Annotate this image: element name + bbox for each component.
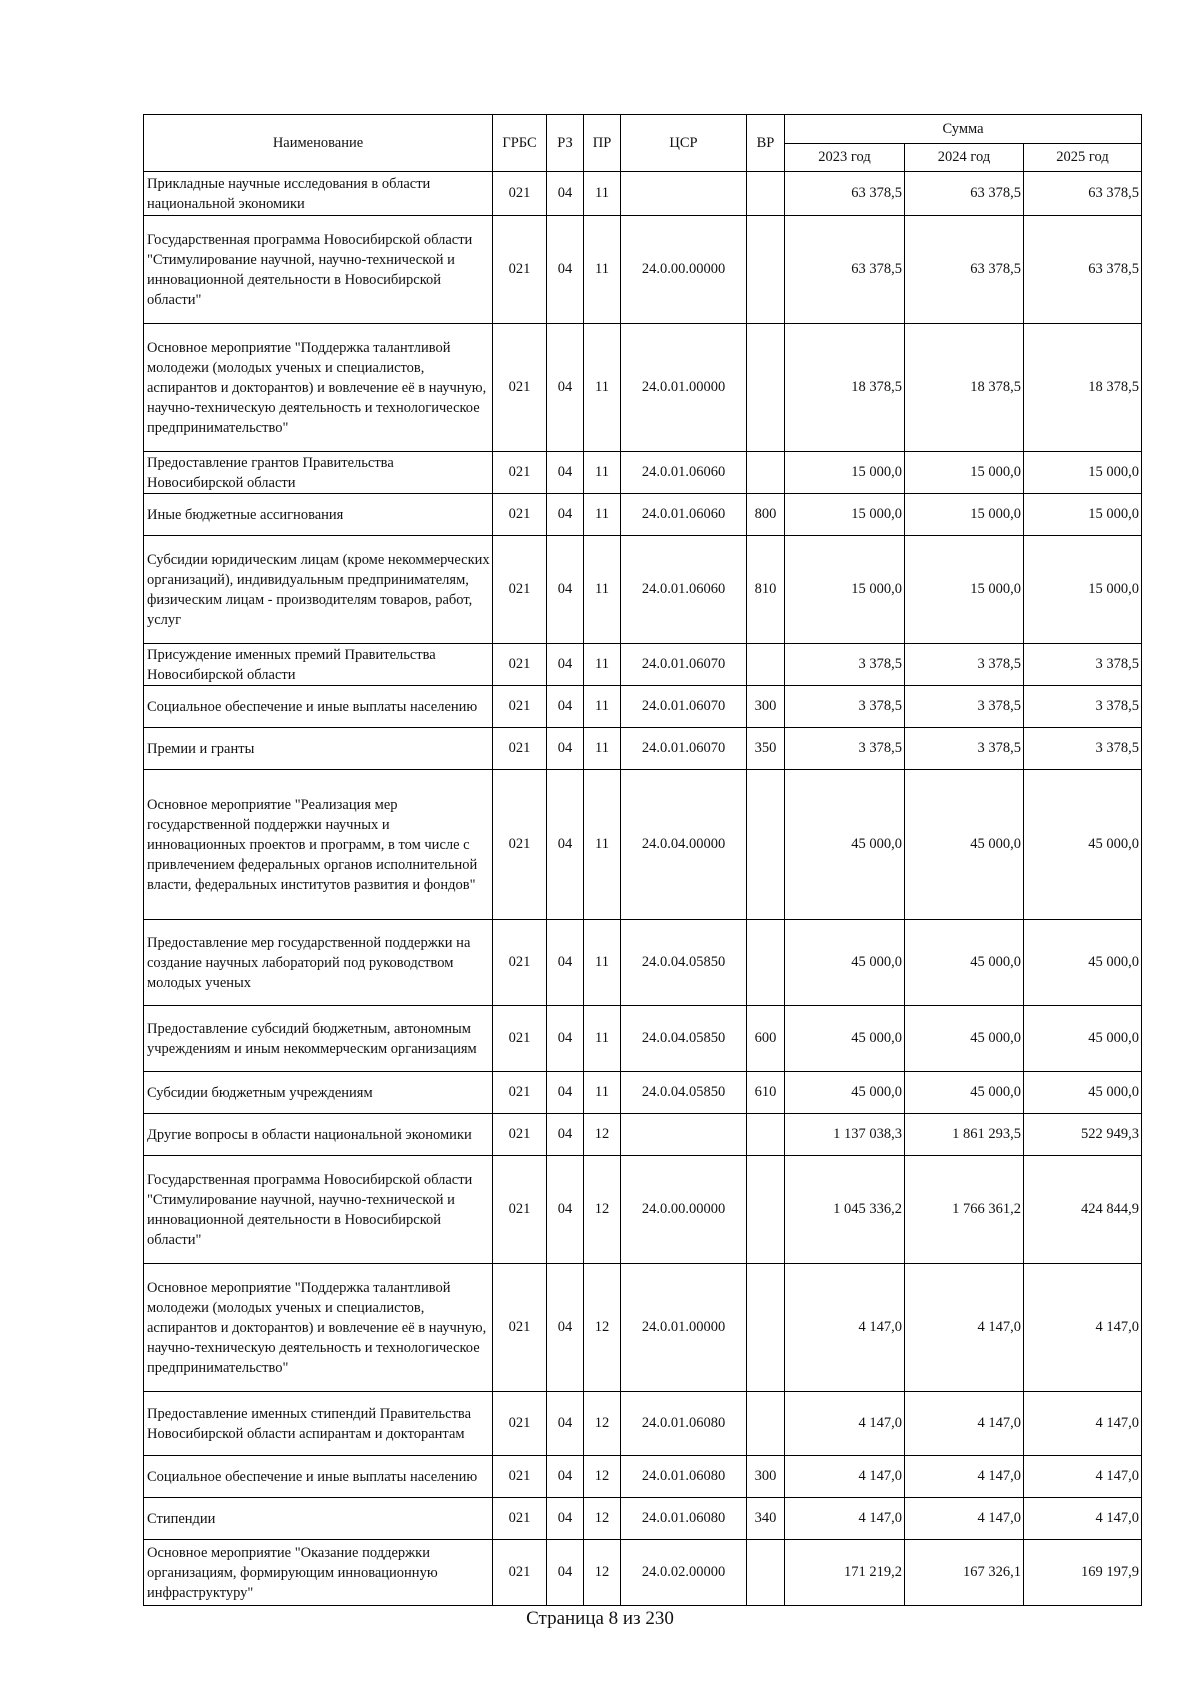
row-vr: [747, 1540, 785, 1606]
header-grbs: ГРБС: [493, 115, 547, 172]
row-vr: [747, 1392, 785, 1456]
row-sum-2024: 45 000,0: [905, 1006, 1024, 1072]
row-grbs: 021: [493, 1498, 547, 1540]
row-grbs: 021: [493, 452, 547, 494]
row-sum-2023: 63 378,5: [785, 172, 905, 216]
row-grbs: 021: [493, 324, 547, 452]
row-sum-2023: 15 000,0: [785, 452, 905, 494]
row-sum-2023: 45 000,0: [785, 920, 905, 1006]
row-grbs: 021: [493, 216, 547, 324]
table-row: [144, 728, 1142, 770]
table-row: [144, 644, 1142, 686]
row-grbs: 021: [493, 1456, 547, 1498]
row-name: Социальное обеспечение и иные выплаты населению: [144, 686, 493, 728]
table-row: [144, 1114, 1142, 1156]
header-year-2023: 2023 год: [785, 144, 905, 172]
row-sum-2024: 15 000,0: [905, 536, 1024, 644]
row-grbs: 021: [493, 1540, 547, 1606]
row-grbs: 021: [493, 1156, 547, 1264]
header-sum: Сумма: [785, 115, 1142, 144]
table-body: [144, 172, 1142, 1606]
row-sum-2025: 15 000,0: [1024, 452, 1142, 494]
row-grbs: 021: [493, 770, 547, 920]
row-sum-2023: 45 000,0: [785, 1006, 905, 1072]
row-sum-2023: 15 000,0: [785, 494, 905, 536]
row-csr: 24.0.02.00000: [621, 1540, 747, 1606]
row-grbs: 021: [493, 1072, 547, 1114]
header-csr: ЦСР: [621, 115, 747, 172]
row-sum-2025: 4 147,0: [1024, 1498, 1142, 1540]
row-rz: 04: [547, 216, 584, 324]
row-vr: 810: [747, 536, 785, 644]
header-name: Наименование: [144, 115, 493, 172]
row-vr: [747, 770, 785, 920]
table-row: [144, 1498, 1142, 1540]
row-pr: 12: [584, 1498, 621, 1540]
row-sum-2024: 3 378,5: [905, 728, 1024, 770]
row-rz: 04: [547, 1114, 584, 1156]
row-name: Основное мероприятие "Поддержка талантливой молодежи (молодых ученых и специалистов, аспирантов и докторантов) и вовлечение её в научную, научно-техническую деятельность и технологическое предпринимательство": [144, 1264, 493, 1392]
row-pr: 11: [584, 920, 621, 1006]
row-name: Основное мероприятие "Реализация мер государственной поддержки научных и инновационных проектов и программ, в том числе с привлечением федеральных органов исполнительной власти, федеральных институтов развития и фондов": [144, 770, 493, 920]
row-rz: 04: [547, 452, 584, 494]
row-name: Прикладные научные исследования в области национальной экономики: [144, 172, 493, 216]
row-pr: 11: [584, 324, 621, 452]
row-grbs: 021: [493, 1392, 547, 1456]
row-sum-2023: 45 000,0: [785, 1072, 905, 1114]
row-rz: 04: [547, 1498, 584, 1540]
row-rz: 04: [547, 1540, 584, 1606]
row-sum-2023: 3 378,5: [785, 728, 905, 770]
row-sum-2023: 171 219,2: [785, 1540, 905, 1606]
table-row: [144, 452, 1142, 494]
row-sum-2024: 3 378,5: [905, 686, 1024, 728]
table-header: [144, 115, 1142, 172]
row-csr: 24.0.01.06070: [621, 728, 747, 770]
row-name: Государственная программа Новосибирской области "Стимулирование научной, научно-технической и инновационной деятельности в Новосибирской области": [144, 1156, 493, 1264]
row-pr: 11: [584, 494, 621, 536]
table-row: [144, 1456, 1142, 1498]
row-vr: [747, 920, 785, 1006]
table-row: [144, 1072, 1142, 1114]
row-rz: 04: [547, 536, 584, 644]
table-row: [144, 494, 1142, 536]
row-rz: 04: [547, 172, 584, 216]
row-sum-2025: 45 000,0: [1024, 920, 1142, 1006]
header-rz: РЗ: [547, 115, 584, 172]
row-rz: 04: [547, 1156, 584, 1264]
row-sum-2023: 4 147,0: [785, 1392, 905, 1456]
row-sum-2024: 4 147,0: [905, 1264, 1024, 1392]
row-rz: 04: [547, 728, 584, 770]
row-csr: 24.0.04.05850: [621, 920, 747, 1006]
row-grbs: 021: [493, 728, 547, 770]
row-sum-2024: 167 326,1: [905, 1540, 1024, 1606]
row-pr: 12: [584, 1540, 621, 1606]
row-sum-2024: 45 000,0: [905, 920, 1024, 1006]
row-sum-2025: 45 000,0: [1024, 770, 1142, 920]
row-name: Предоставление мер государственной поддержки на создание научных лабораторий под руководством молодых ученых: [144, 920, 493, 1006]
row-rz: 04: [547, 1264, 584, 1392]
row-sum-2023: 15 000,0: [785, 536, 905, 644]
row-sum-2025: 424 844,9: [1024, 1156, 1142, 1264]
row-grbs: 021: [493, 1114, 547, 1156]
row-vr: [747, 324, 785, 452]
row-name: Другие вопросы в области национальной экономики: [144, 1114, 493, 1156]
row-pr: 12: [584, 1264, 621, 1392]
row-name: Предоставление субсидий бюджетным, автономным учреждениям и иным некоммерческим организациям: [144, 1006, 493, 1072]
row-csr: 24.0.04.05850: [621, 1006, 747, 1072]
header-vr: ВР: [747, 115, 785, 172]
header-year-2024: 2024 год: [905, 144, 1024, 172]
row-sum-2023: 63 378,5: [785, 216, 905, 324]
row-name: Присуждение именных премий Правительства Новосибирской области: [144, 644, 493, 686]
table-row: [144, 770, 1142, 920]
row-vr: [747, 644, 785, 686]
row-sum-2024: 15 000,0: [905, 452, 1024, 494]
row-sum-2024: 4 147,0: [905, 1498, 1024, 1540]
row-sum-2025: 169 197,9: [1024, 1540, 1142, 1606]
row-pr: 11: [584, 216, 621, 324]
row-sum-2025: 15 000,0: [1024, 536, 1142, 644]
row-csr: 24.0.01.06060: [621, 452, 747, 494]
row-name: Предоставление именных стипендий Правительства Новосибирской области аспирантам и докторантам: [144, 1392, 493, 1456]
row-csr: 24.0.00.00000: [621, 216, 747, 324]
row-sum-2023: 4 147,0: [785, 1498, 905, 1540]
row-pr: 11: [584, 770, 621, 920]
row-csr: 24.0.01.00000: [621, 1264, 747, 1392]
row-vr: [747, 452, 785, 494]
table-row: [144, 1264, 1142, 1392]
row-rz: 04: [547, 1072, 584, 1114]
row-sum-2023: 3 378,5: [785, 644, 905, 686]
row-grbs: 021: [493, 172, 547, 216]
row-pr: 11: [584, 728, 621, 770]
row-vr: 800: [747, 494, 785, 536]
row-name: Субсидии юридическим лицам (кроме некоммерческих организаций), индивидуальным предпринимателям, физическим лицам - производителям товаров, работ, услуг: [144, 536, 493, 644]
row-csr: 24.0.01.06080: [621, 1456, 747, 1498]
row-rz: 04: [547, 494, 584, 536]
header-pr: ПР: [584, 115, 621, 172]
row-csr: 24.0.01.06070: [621, 644, 747, 686]
table-row: [144, 1540, 1142, 1606]
row-csr: 24.0.01.06060: [621, 494, 747, 536]
row-pr: 11: [584, 172, 621, 216]
row-rz: 04: [547, 686, 584, 728]
row-sum-2025: 4 147,0: [1024, 1392, 1142, 1456]
row-pr: 12: [584, 1456, 621, 1498]
row-sum-2024: 15 000,0: [905, 494, 1024, 536]
row-name: Стипендии: [144, 1498, 493, 1540]
row-name: Государственная программа Новосибирской области "Стимулирование научной, научно-технической и инновационной деятельности в Новосибирской области": [144, 216, 493, 324]
row-rz: 04: [547, 920, 584, 1006]
row-sum-2025: 18 378,5: [1024, 324, 1142, 452]
header-year-2025: 2025 год: [1024, 144, 1142, 172]
row-pr: 11: [584, 1006, 621, 1072]
row-name: Иные бюджетные ассигнования: [144, 494, 493, 536]
row-sum-2024: 3 378,5: [905, 644, 1024, 686]
row-vr: [747, 1264, 785, 1392]
row-sum-2024: 45 000,0: [905, 1072, 1024, 1114]
table-row: [144, 172, 1142, 216]
table-row: [144, 324, 1142, 452]
row-vr: 300: [747, 1456, 785, 1498]
row-sum-2025: 3 378,5: [1024, 728, 1142, 770]
row-pr: 11: [584, 536, 621, 644]
row-rz: 04: [547, 1456, 584, 1498]
table-row: [144, 1156, 1142, 1264]
row-sum-2023: 4 147,0: [785, 1264, 905, 1392]
row-sum-2025: 45 000,0: [1024, 1006, 1142, 1072]
row-name: Субсидии бюджетным учреждениям: [144, 1072, 493, 1114]
row-csr: [621, 172, 747, 216]
row-vr: 340: [747, 1498, 785, 1540]
row-sum-2025: 4 147,0: [1024, 1264, 1142, 1392]
table-row: [144, 1006, 1142, 1072]
row-sum-2025: 3 378,5: [1024, 686, 1142, 728]
row-grbs: 021: [493, 536, 547, 644]
row-sum-2025: 63 378,5: [1024, 172, 1142, 216]
row-grbs: 021: [493, 1006, 547, 1072]
row-name: Премии и гранты: [144, 728, 493, 770]
row-vr: 600: [747, 1006, 785, 1072]
row-sum-2024: 1 861 293,5: [905, 1114, 1024, 1156]
row-csr: 24.0.04.00000: [621, 770, 747, 920]
row-vr: [747, 216, 785, 324]
row-sum-2023: 3 378,5: [785, 686, 905, 728]
row-sum-2025: 4 147,0: [1024, 1456, 1142, 1498]
row-pr: 11: [584, 452, 621, 494]
row-sum-2024: 4 147,0: [905, 1392, 1024, 1456]
row-grbs: 021: [493, 920, 547, 1006]
row-rz: 04: [547, 644, 584, 686]
table-row: [144, 536, 1142, 644]
table-row: [144, 686, 1142, 728]
row-csr: 24.0.01.06060: [621, 536, 747, 644]
row-sum-2023: 4 147,0: [785, 1456, 905, 1498]
row-pr: 11: [584, 644, 621, 686]
row-sum-2025: 15 000,0: [1024, 494, 1142, 536]
row-rz: 04: [547, 324, 584, 452]
row-csr: 24.0.04.05850: [621, 1072, 747, 1114]
row-name: Основное мероприятие "Поддержка талантливой молодежи (молодых ученых и специалистов, аспирантов и докторантов) и вовлечение её в научную, научно-техническую деятельность и технологическое предпринимательство": [144, 324, 493, 452]
row-pr: 11: [584, 686, 621, 728]
row-name: Предоставление грантов Правительства Новосибирской области: [144, 452, 493, 494]
row-vr: 350: [747, 728, 785, 770]
row-csr: 24.0.01.06080: [621, 1392, 747, 1456]
row-sum-2024: 45 000,0: [905, 770, 1024, 920]
row-sum-2023: 45 000,0: [785, 770, 905, 920]
row-vr: [747, 1114, 785, 1156]
row-pr: 12: [584, 1392, 621, 1456]
table-row: [144, 216, 1142, 324]
row-grbs: 021: [493, 686, 547, 728]
row-grbs: 021: [493, 494, 547, 536]
row-sum-2023: 18 378,5: [785, 324, 905, 452]
row-sum-2024: 63 378,5: [905, 216, 1024, 324]
row-rz: 04: [547, 1392, 584, 1456]
row-grbs: 021: [493, 1264, 547, 1392]
row-vr: 300: [747, 686, 785, 728]
row-rz: 04: [547, 770, 584, 920]
row-sum-2024: 18 378,5: [905, 324, 1024, 452]
row-sum-2025: 522 949,3: [1024, 1114, 1142, 1156]
row-csr: 24.0.00.00000: [621, 1156, 747, 1264]
row-grbs: 021: [493, 644, 547, 686]
row-pr: 12: [584, 1156, 621, 1264]
row-pr: 11: [584, 1072, 621, 1114]
row-csr: [621, 1114, 747, 1156]
row-csr: 24.0.01.06080: [621, 1498, 747, 1540]
table-row: [144, 920, 1142, 1006]
row-sum-2024: 4 147,0: [905, 1456, 1024, 1498]
budget-table: [143, 114, 1142, 1606]
row-csr: 24.0.01.06070: [621, 686, 747, 728]
row-sum-2025: 3 378,5: [1024, 644, 1142, 686]
row-sum-2025: 63 378,5: [1024, 216, 1142, 324]
row-rz: 04: [547, 1006, 584, 1072]
row-csr: 24.0.01.00000: [621, 324, 747, 452]
row-name: Основное мероприятие "Оказание поддержки организациям, формирующим инновационную инфраструктуру": [144, 1540, 493, 1606]
row-vr: [747, 1156, 785, 1264]
row-sum-2024: 1 766 361,2: [905, 1156, 1024, 1264]
row-sum-2023: 1 137 038,3: [785, 1114, 905, 1156]
row-sum-2023: 1 045 336,2: [785, 1156, 905, 1264]
row-pr: 12: [584, 1114, 621, 1156]
row-sum-2025: 45 000,0: [1024, 1072, 1142, 1114]
page-number: Страница 8 из 230: [526, 1608, 674, 1629]
row-sum-2024: 63 378,5: [905, 172, 1024, 216]
row-vr: 610: [747, 1072, 785, 1114]
row-vr: [747, 172, 785, 216]
row-name: Социальное обеспечение и иные выплаты населению: [144, 1456, 493, 1498]
table-row: [144, 1392, 1142, 1456]
